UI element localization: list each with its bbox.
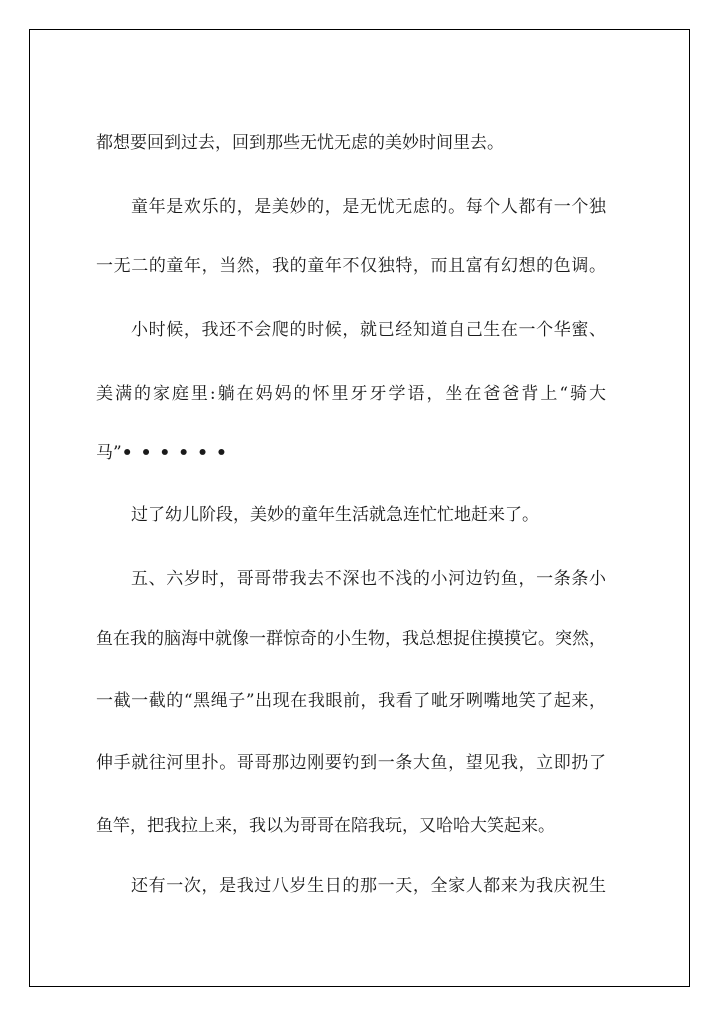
- text-line-5: 美满的家庭里:躺在妈妈的怀里牙牙学语，坐在爸爸背上“骑大: [96, 384, 606, 404]
- text-line-8: 五、六岁时，哥哥带我去不深也不浅的小河边钓鱼，一条条小: [131, 569, 606, 589]
- text-line-4: 小时候，我还不会爬的时候，就已经知道自己生在一个华蜜、: [131, 320, 606, 340]
- text-line-6-text: 马”: [96, 443, 122, 463]
- text-line-3: 一无二的童年，当然，我的童年不仅独特，而且富有幻想的色调。: [96, 256, 606, 276]
- text-line-2: 童年是欢乐的，是美妙的，是无忧无虑的。每个人都有一个独: [131, 197, 606, 217]
- text-line-6: [96, 443, 296, 463]
- text-line-7: 过了幼儿阶段，美妙的童年生活就急连忙忙地赶来了。: [131, 505, 539, 525]
- text-line-13: 还有一次，是我过八岁生日的那一天，全家人都来为我庆祝生: [131, 876, 606, 896]
- text-line-9: 鱼在我的脑海中就像一群惊奇的小生物，我总想捉住摸摸它。突然，: [96, 629, 606, 649]
- text-line-10: 一截一截的“黑绳子”出现在我眼前，我看了呲牙咧嘴地笑了起来，: [96, 691, 606, 711]
- ellipsis-dots: ••••••: [121, 443, 235, 463]
- text-line-1: 都想要回到过去，回到那些无忧无虑的美妙时间里去。: [96, 133, 504, 153]
- text-line-11: 伸手就往河里扑。哥哥那边刚要钓到一条大鱼，望见我，立即扔了: [96, 753, 606, 773]
- text-line-12: 鱼竿，把我拉上来，我以为哥哥在陪我玩，又哈哈大笑起来。: [96, 816, 555, 836]
